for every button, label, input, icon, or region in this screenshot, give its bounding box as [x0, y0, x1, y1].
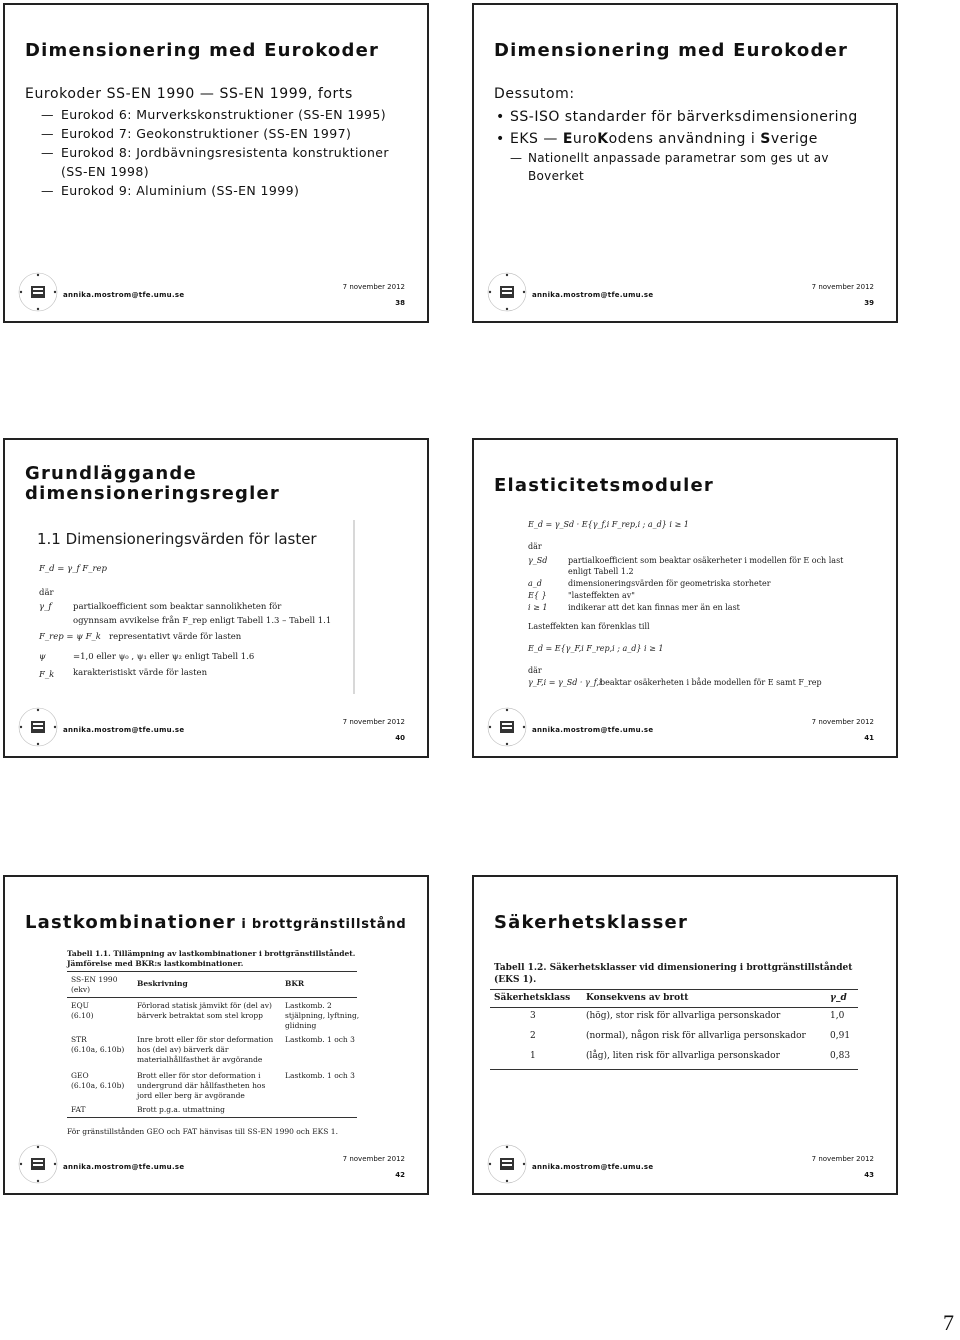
umea-university-logo — [17, 271, 59, 313]
table-rule — [490, 1069, 858, 1070]
safety-class-table — [490, 963, 860, 1083]
table-cell: 1 — [530, 1051, 536, 1061]
slide-41 — [472, 438, 898, 758]
equation: E_d = γ_Sd · E{γ_f,i F_rep,i ; a_d} i ≥ 1 — [528, 520, 689, 529]
table-rule — [490, 989, 858, 990]
table-rule — [67, 997, 357, 998]
umea-university-logo — [486, 1143, 528, 1185]
symbol: F_rep = ψ F_k — [39, 632, 101, 642]
table-cell: Brott eller för stor deformation i — [137, 1071, 261, 1080]
bullet-text: EKS — — [510, 131, 563, 147]
footer-email: annika.mostrom@tfe.umu.se — [63, 726, 185, 734]
title-suffix: i brottgränstillstånd — [236, 917, 407, 932]
table-cell: Lastkomb. 1 och 3 — [285, 1071, 355, 1080]
title-line: Grundläggande — [25, 463, 197, 484]
definition: beaktar osäkerheten i både modellen för E samt F_rep — [600, 678, 822, 687]
slide-body — [25, 85, 413, 200]
table-cell: (6.10a, 6.10b) — [71, 1081, 125, 1090]
footer-date: 7 november 2012 — [342, 1155, 405, 1163]
lead-text: Dessutom: — [494, 86, 575, 102]
footer-email: annika.mostrom@tfe.umu.se — [532, 291, 654, 299]
symbol: E{ } — [528, 591, 547, 600]
column-header: BKR — [285, 979, 305, 988]
column-header: Säkerhetsklass — [494, 993, 571, 1003]
table-cell: hos (del av) bärverk där — [137, 1045, 229, 1054]
table-cell: (hög), stor risk för allvarliga personskador — [586, 1011, 781, 1021]
table-cell: 2 — [530, 1031, 536, 1041]
slide-body — [494, 85, 882, 185]
bold-letter: E — [562, 131, 573, 147]
table-cell: Brott p.g.a. utmattning — [137, 1105, 225, 1114]
footer-email: annika.mostrom@tfe.umu.se — [63, 291, 185, 299]
title-line: dimensioneringsregler — [25, 483, 280, 504]
title-main: Lastkombinationer — [25, 912, 236, 933]
table-cell: (normal), någon risk för allvarliga personskador — [586, 1031, 806, 1041]
bullet-text: verige — [770, 131, 818, 147]
slide-38 — [3, 3, 429, 323]
slide-title: Elasticitetsmoduler — [494, 475, 714, 496]
umea-university-logo — [17, 1143, 59, 1185]
slide-43 — [472, 875, 898, 1195]
table-note: För gränstillstånden GEO och FAT hänvisas till SS-EN 1990 och EKS 1. — [67, 1127, 338, 1136]
footer-date: 7 november 2012 — [811, 718, 874, 726]
load-combination-table — [67, 949, 367, 1137]
table-rule — [67, 971, 357, 972]
table-caption: Jämförelse med BKR:s lastkombinationer. — [67, 959, 244, 968]
definition: indikerar att det kan finnas mer än en last — [568, 603, 740, 612]
slide-number: 40 — [395, 734, 405, 742]
slide-title: Dimensionering med Eurokoder — [25, 40, 380, 61]
table-cell: 0,83 — [830, 1051, 851, 1061]
where-label: där — [528, 542, 542, 551]
slide-title — [25, 464, 280, 504]
footer-date: 7 november 2012 — [342, 718, 405, 726]
simplification-text: Lasteffekten kan förenklas till — [528, 622, 650, 631]
list-item: — Eurokod 8: Jordbävningsresistenta konstruktioner (SS-EN 1998) — [25, 143, 413, 181]
table-rule — [67, 1117, 357, 1118]
table-cell: Lastkomb. 1 och 3 — [285, 1035, 355, 1044]
bold-letter: S — [760, 131, 771, 147]
footer-email: annika.mostrom@tfe.umu.se — [532, 726, 654, 734]
definition: ogynnsam avvikelse från F_rep enligt Tabell 1.3 – Tabell 1.1 — [73, 616, 332, 626]
symbol: γ_Sd — [528, 556, 548, 565]
slide-title: Dimensionering med Eurokoder — [494, 40, 849, 61]
umea-university-logo — [486, 706, 528, 748]
table-cell: materialhållfasthet är avgörande — [137, 1055, 263, 1064]
slide-number: 39 — [864, 299, 874, 307]
bullet-item — [494, 129, 882, 149]
equation: E_d = E{γ_F,i F_rep,i ; a_d} i ≥ 1 — [528, 644, 664, 653]
umea-university-logo — [17, 706, 59, 748]
slide-39 — [472, 3, 898, 323]
lead-text: Eurokoder SS-EN 1990 — SS-EN 1999, forts — [25, 86, 353, 102]
table-cell: 1,0 — [830, 1011, 845, 1021]
table-cell: 0,91 — [830, 1031, 851, 1041]
where-label: där — [39, 588, 54, 598]
column-header: SS-EN 1990 — [71, 975, 118, 984]
table-caption: Tabell 1.1. Tillämpning av lastkombinationer i brottgränstillståndet. — [67, 949, 356, 958]
symbol: ψ — [39, 652, 46, 662]
table-cell: bärverk betraktat som stel kropp — [137, 1011, 263, 1020]
footer-date: 7 november 2012 — [811, 1155, 874, 1163]
list-item: — Eurokod 7: Geokonstruktioner (SS-EN 1997) — [25, 124, 413, 143]
slide-40 — [3, 438, 429, 758]
list-item: — Eurokod 6: Murverkskonstruktioner (SS-EN 1995) — [25, 105, 413, 124]
umea-university-logo — [486, 271, 528, 313]
footer-email: annika.mostrom@tfe.umu.se — [532, 1163, 654, 1171]
table-caption: Tabell 1.2. Säkerhetsklasser vid dimensionering i brottgränstillståndet — [494, 963, 853, 973]
where-label: där — [528, 666, 542, 675]
slide-number: 38 — [395, 299, 405, 307]
sub-item: — Nationellt anpassade parametrar som ges ut av Boverket — [494, 149, 882, 185]
slide-42 — [3, 875, 429, 1195]
definition: representativt värde för lasten — [109, 632, 242, 642]
footer-date: 7 november 2012 — [811, 283, 874, 291]
table-cell: stjälpning, lyftning, — [285, 1011, 360, 1020]
symbol: a_d — [528, 579, 542, 588]
table-cell: STR — [71, 1035, 87, 1044]
definition: dimensioneringsvärden för geometriska storheter — [568, 579, 771, 588]
definition: =1,0 eller ψ₀ , ψ₁ eller ψ₂ enligt Tabell 1.6 — [73, 652, 255, 662]
definition: karakteristiskt värde för lasten — [73, 668, 208, 678]
bullet-item: • SS-ISO standarder för bärverksdimensionering — [494, 107, 882, 127]
slide-number: 41 — [864, 734, 874, 742]
bullet-text: uro — [572, 131, 598, 147]
slide-title — [25, 913, 407, 935]
table-cell: EQU — [71, 1001, 89, 1010]
column-header: (ekv) — [71, 985, 91, 994]
bullet-text: odens användning i — [608, 131, 761, 147]
list-item: — Eurokod 9: Aluminium (SS-EN 1999) — [25, 181, 413, 200]
symbol: F_k — [39, 670, 55, 680]
slide-number: 43 — [864, 1171, 874, 1179]
definition: enligt Tabell 1.2 — [568, 567, 634, 576]
table-cell: Inre brott eller för stor deformation — [137, 1035, 274, 1044]
page-number: 7 — [943, 1310, 954, 1335]
table-rule — [490, 1007, 858, 1008]
bold-letter: K — [597, 131, 609, 147]
table-cell: Lastkomb. 2 — [285, 1001, 332, 1010]
table-cell: FAT — [71, 1105, 86, 1114]
column-header: γ_d — [830, 993, 847, 1003]
table-cell: (6.10a, 6.10b) — [71, 1045, 125, 1054]
column-header: Konsekvens av brott — [586, 993, 689, 1003]
column-header: Beskrivning — [137, 979, 188, 988]
slide-title: Säkerhetsklasser — [494, 912, 689, 933]
symbol: γ_f — [39, 602, 52, 612]
figure-heading: 1.1 Dimensioneringsvärden för laster — [37, 530, 317, 548]
table-caption: (EKS 1). — [494, 975, 537, 985]
footer-date: 7 november 2012 — [342, 283, 405, 291]
table-cell: 3 — [530, 1011, 536, 1021]
slide-number: 42 — [395, 1171, 405, 1179]
footer-email: annika.mostrom@tfe.umu.se — [63, 1163, 185, 1171]
formula-figure — [35, 520, 355, 694]
table-cell: (låg), liten risk för allvarliga personskador — [586, 1051, 780, 1061]
definition: partialkoefficient som beaktar osäkerheter i modellen för E och last — [568, 556, 844, 565]
equation: F_d = γ_f F_rep — [39, 564, 107, 574]
definition: partialkoefficient som beaktar sannolikheten för — [73, 602, 282, 612]
table-cell: jord eller berg är avgörande — [137, 1091, 245, 1100]
table-cell: glidning — [285, 1021, 317, 1030]
formula-figure — [524, 518, 854, 694]
table-cell: undergrund där hållfastheten hos — [137, 1081, 266, 1090]
table-cell: (6.10) — [71, 1011, 94, 1020]
table-cell: GEO — [71, 1071, 89, 1080]
symbol: γ_F,i = γ_Sd · γ_f,i — [528, 678, 602, 687]
definition: "lasteffekten av" — [568, 591, 635, 600]
symbol: i ≥ 1 — [528, 603, 548, 612]
table-cell: Förlorad statisk jämvikt för (del av) — [137, 1001, 272, 1010]
